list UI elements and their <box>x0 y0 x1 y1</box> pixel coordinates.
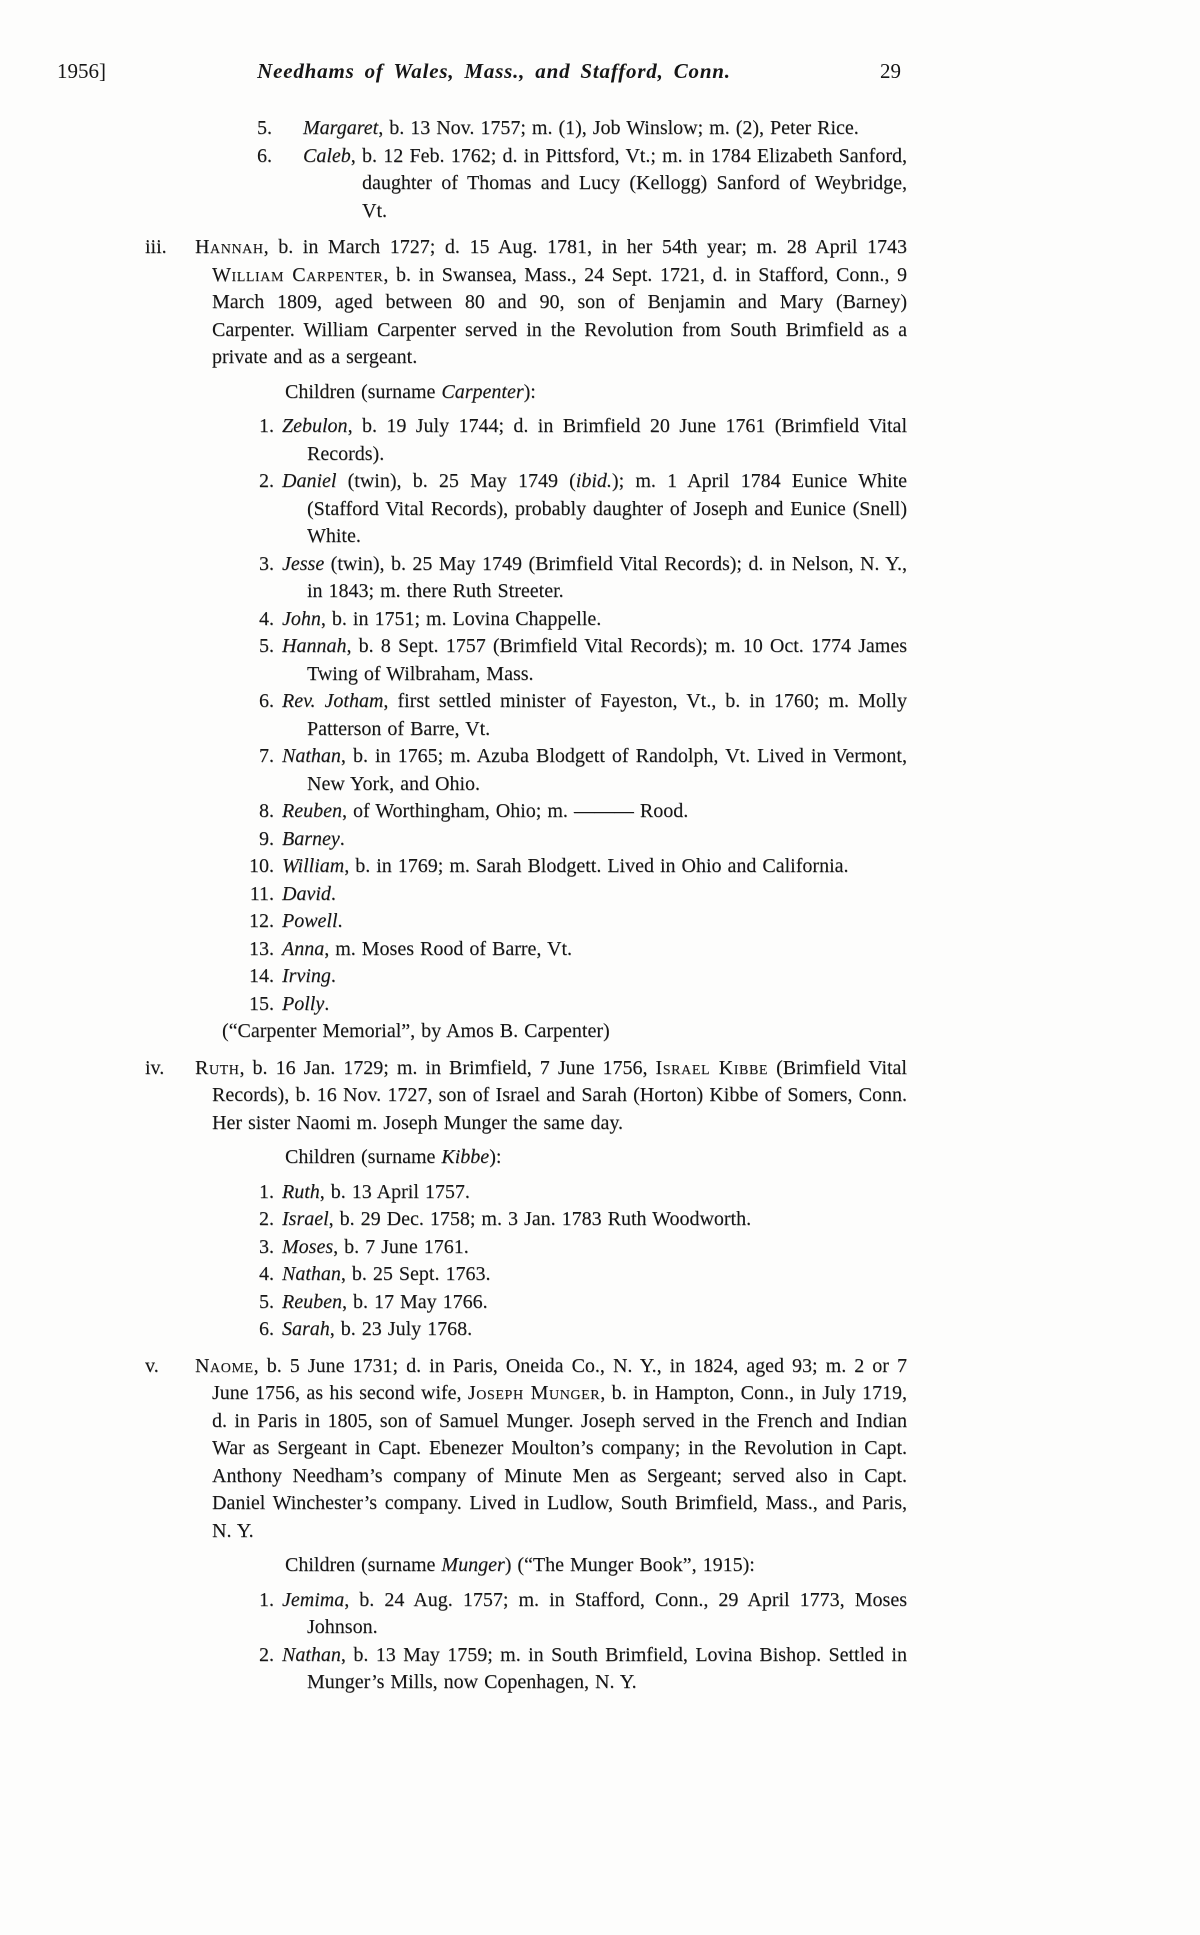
text-segment: Reuben <box>282 1290 342 1313</box>
text-segment: Israel <box>282 1208 329 1230</box>
entry-label: 12. <box>249 910 274 932</box>
text-segment: ) (“The Munger Book”, 1915): <box>504 1554 755 1576</box>
entry-child-item <box>57 743 907 798</box>
entry-child-item <box>57 991 907 1019</box>
text-segment: Caleb <box>303 144 351 167</box>
page-number: 29 <box>880 59 901 83</box>
text-segment: , m. Moses Rood of Barre, Vt. <box>324 937 573 960</box>
text-segment: Nathan <box>282 1263 341 1285</box>
entry-child-item <box>57 1206 907 1234</box>
entry-label: 4. <box>259 1263 274 1285</box>
entry-child-item <box>57 633 907 688</box>
text-segment: , b. 5 June 1731; d. in Paris, Oneida Co., N. Y., in 1824, aged 93; m. 2 or 7 June 1756, as his second wife, <box>212 1354 907 1404</box>
entry-label: 6. <box>259 690 274 712</box>
entry-label: 1. <box>259 415 274 437</box>
text-segment: , b. in 1765; m. Azuba Blodgett of Randolph, Vt. Lived in Vermont, New York, and Ohio. <box>307 745 907 795</box>
entry-label: 14. <box>249 965 274 987</box>
entry-child-item <box>57 853 907 881</box>
text-segment: . <box>324 992 330 1015</box>
text-segment: , b. 7 June 1761. <box>333 1235 469 1258</box>
entry-child-item <box>57 1587 907 1642</box>
entry-roman-item <box>57 1055 907 1138</box>
text-segment: Jesse <box>282 552 325 575</box>
text-segment: Nathan <box>282 745 341 767</box>
entry-label: 13. <box>249 937 274 960</box>
entry-child-item <box>57 688 907 743</box>
text-segment: ): <box>489 1146 502 1168</box>
header-year: 1956] <box>57 59 106 83</box>
text-segment: (twin), b. 25 May 1749 (Brimfield Vital Records); d. in Nelson, N. Y., in 1843; m. there Ruth Streeter. <box>307 552 907 602</box>
text-segment: William <box>282 855 345 877</box>
entry-label: 5. <box>257 117 272 139</box>
text-segment: , b. 13 Nov. 1757; m. (1), Job Winslow; m. (2), Peter Rice. <box>378 117 859 139</box>
entry-children-head <box>57 1144 907 1172</box>
text-segment: Hannah <box>282 635 347 657</box>
text-segment: , b. 24 Aug. 1757; m. in Stafford, Conn., 29 April 1773, Moses Johnson. <box>307 1588 907 1638</box>
entry-child-item <box>57 1234 907 1262</box>
entries <box>57 115 907 1697</box>
text-segment: Nathan <box>282 1643 341 1666</box>
text-segment: , b. 13 April 1757. <box>319 1180 470 1203</box>
entry-label: 5. <box>259 1290 274 1313</box>
text-segment: Anna <box>282 937 325 960</box>
entry-children-head <box>57 1552 907 1580</box>
text-segment: Ruth <box>195 1056 240 1079</box>
text-segment: Powell <box>282 910 338 932</box>
entry-label: 15. <box>249 992 274 1015</box>
entry-label: 1. <box>259 1588 274 1611</box>
entry-label: iii. <box>145 236 167 258</box>
text-segment: . <box>330 882 336 905</box>
entry-child-item <box>57 1289 907 1317</box>
entry-note-line <box>57 1018 907 1046</box>
entry-roman-item <box>57 1353 907 1546</box>
entry-label: 4. <box>259 607 274 630</box>
entry-label: 9. <box>259 827 274 850</box>
text-segment: Polly <box>282 992 325 1015</box>
entry-child-item <box>57 908 907 936</box>
text-segment: Munger <box>441 1554 505 1576</box>
text-segment: . <box>339 827 345 850</box>
entry-label: 3. <box>259 1235 274 1258</box>
text-segment: , b. 8 Sept. 1757 (Brimfield Vital Records); m. 10 Oct. 1774 James Twing of Wilbraham, Mass. <box>307 635 907 685</box>
text-segment: , b. 13 May 1759; m. in South Brimfield, Lovina Bishop. Settled in Munger’s Mills, now Copenhagen, N. Y. <box>307 1643 907 1693</box>
text-segment: , b. in 1769; m. Sarah Blodgett. Lived in Ohio and California. <box>344 855 849 877</box>
text-segment: William Carpenter <box>212 263 384 286</box>
text-segment: , b. 16 Jan. 1729; m. in Brimfield, 7 June 1756, <box>239 1056 656 1079</box>
entry-label: 1. <box>259 1180 274 1203</box>
entry-label: 2. <box>259 470 274 492</box>
entry-child-item <box>57 798 907 826</box>
text-segment: , b. 12 Feb. 1762; d. in Pittsford, Vt.; m. in 1784 Elizabeth Sanford, daughter of Thomas and Lucy (Kellogg) Sanford of Weybridge, Vt. <box>350 144 907 222</box>
text-segment: Kibbe <box>441 1146 490 1168</box>
entry-child-item <box>57 881 907 909</box>
entry-label: 6. <box>259 1318 274 1340</box>
entry-top-item <box>57 115 907 143</box>
text-segment: John <box>282 607 321 630</box>
text-segment: ibid. <box>575 470 612 492</box>
text-segment: Children (surname <box>285 380 442 403</box>
entry-child-item <box>57 1642 907 1697</box>
text-segment: Sarah <box>282 1318 330 1340</box>
page-header <box>57 58 907 85</box>
entry-child-item <box>57 551 907 606</box>
entry-child-item <box>57 936 907 964</box>
entry-label: 3. <box>259 552 274 575</box>
entry-child-item <box>57 963 907 991</box>
entry-child-item <box>57 606 907 634</box>
entry-child-item <box>57 826 907 854</box>
text-segment: (twin), b. 25 May 1749 ( <box>336 470 576 492</box>
text-segment: , b. in Swansea, Mass., 24 Sept. 1721, d. in Stafford, Conn., 9 March 1809, aged between 80 and 90, son of Benjamin and Mary (Barney) Carpenter. William Carpenter served in the Revolution from South Brimfield as a private and as a sergeant. <box>212 263 907 368</box>
text-segment: (Brimfield Vital Records), b. 16 Nov. 1727, son of Israel and Sarah (Horton) Kibbe of Somers, Conn. Her sister Naomi m. Joseph Munger the same day. <box>212 1056 907 1134</box>
entry-label: v. <box>145 1354 159 1377</box>
text-segment: Children (surname <box>285 1146 442 1168</box>
text-segment: Barney <box>282 827 340 850</box>
text-segment: Moses <box>282 1235 334 1258</box>
entry-top-item <box>57 143 907 226</box>
text-segment: . <box>337 910 343 932</box>
text-segment: , b. in 1751; m. Lovina Chappelle. <box>320 607 602 630</box>
text-segment: Joseph Munger <box>467 1382 601 1404</box>
text-segment: , b. in March 1727; d. 15 Aug. 1781, in her 54th year; m. 28 April 1743 <box>263 236 907 258</box>
text-segment: ): <box>523 380 536 403</box>
entry-label: 6. <box>257 144 272 167</box>
text-segment: Daniel <box>282 470 337 492</box>
text-segment: . <box>330 965 336 987</box>
entry-label: 2. <box>259 1208 274 1230</box>
text-segment: Jemima <box>282 1588 345 1611</box>
text-segment: Reuben <box>282 800 342 822</box>
entry-label: 5. <box>259 635 274 657</box>
text-segment: Zebulon <box>282 415 348 437</box>
text-segment: David <box>282 882 331 905</box>
text-segment: , b. 23 July 1768. <box>329 1318 473 1340</box>
entry-child-item <box>57 413 907 468</box>
entry-label: 10. <box>249 855 274 877</box>
text-segment: , first settled minister of Fayeston, Vt., b. in 1760; m. Molly Patterson of Barre, Vt. <box>307 690 907 740</box>
entry-label: 11. <box>249 882 274 905</box>
text-segment: Rev. Jotham <box>282 690 384 712</box>
page-content <box>57 58 907 1697</box>
text-segment: Israel Kibbe <box>655 1056 769 1079</box>
text-segment: ); m. 1 April 1784 Eunice White (Stafford Vital Records), probably daughter of Joseph and Eunice (Snell) White. <box>307 470 907 547</box>
entry-label: 8. <box>259 800 274 822</box>
text-segment: Margaret <box>303 117 379 139</box>
text-segment: Ruth <box>282 1180 320 1203</box>
text-segment: Naome <box>195 1354 254 1377</box>
entry-roman-item <box>57 234 907 372</box>
text-segment: , b. 25 Sept. 1763. <box>340 1263 491 1285</box>
text-segment: , b. 17 May 1766. <box>341 1290 488 1313</box>
text-segment: Irving <box>282 965 331 987</box>
text-segment: , of Worthingham, Ohio; m. ——— Rood. <box>341 800 689 822</box>
entry-label: iv. <box>145 1056 165 1079</box>
entry-child-item <box>57 1316 907 1344</box>
entry-child-item <box>57 1261 907 1289</box>
entry-child-item <box>57 1179 907 1207</box>
text-segment: Hannah <box>195 236 264 258</box>
text-segment: , b. 29 Dec. 1758; m. 3 Jan. 1783 Ruth Woodworth. <box>328 1208 752 1230</box>
text-segment: (“Carpenter Memorial”, by Amos B. Carpenter) <box>222 1020 610 1042</box>
page-title: Needhams of Wales, Mass., and Stafford, Conn. <box>257 59 731 83</box>
text-segment: , b. 19 July 1744; d. in Brimfield 20 June 1761 (Brimfield Vital Records). <box>307 415 907 465</box>
entry-children-head <box>57 379 907 407</box>
entry-child-item <box>57 468 907 551</box>
text-segment: , b. in Hampton, Conn., in July 1719, d. in Paris in 1805, son of Samuel Munger. Joseph served in the French and Indian War as Sergeant in Capt. Ebenezer Moulton’s company; in the Revolution in Capt. Anthony Needham’s company of Minute Men as Sergeant; served also in Capt. Daniel Winchester’s company. Lived in Ludlow, South Brimfield, Mass., and Paris, N. Y. <box>212 1382 907 1542</box>
entry-label: 2. <box>259 1643 274 1666</box>
text-segment: Children (surname <box>285 1554 442 1576</box>
text-segment: Carpenter <box>441 380 524 403</box>
entry-label: 7. <box>259 745 274 767</box>
